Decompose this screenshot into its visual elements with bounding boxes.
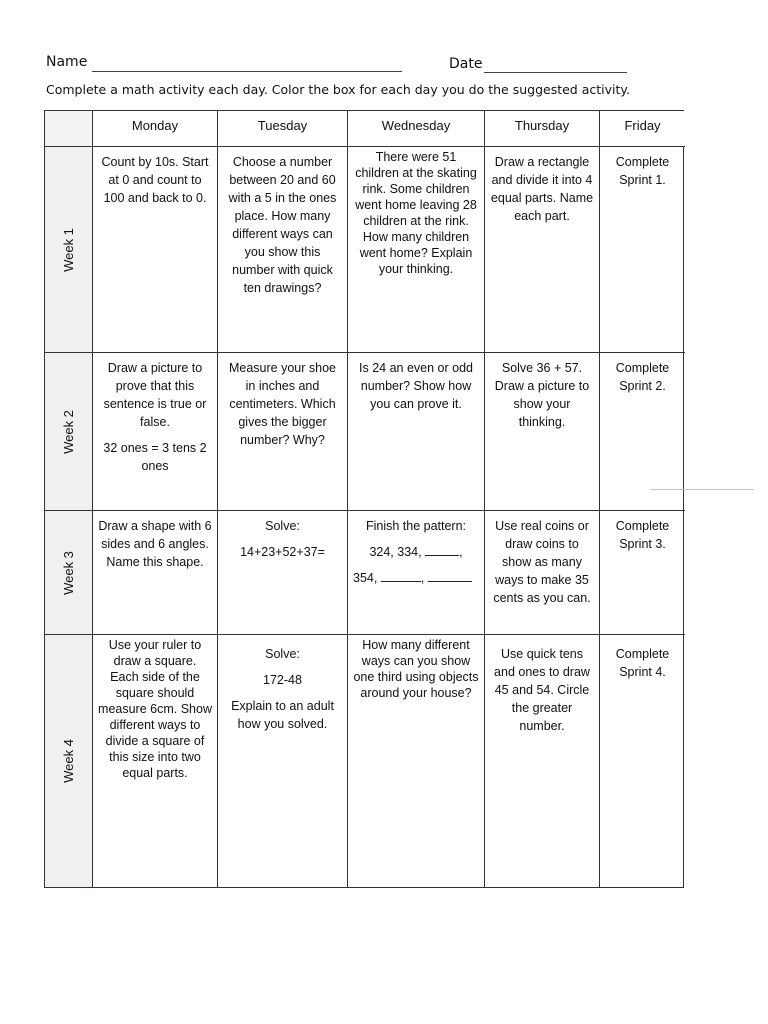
activity-text: Solve: xyxy=(265,519,300,533)
week-3-label: Week 3 xyxy=(60,550,76,595)
activity-cell[interactable] xyxy=(218,511,348,635)
header-line xyxy=(46,54,646,76)
activity-cell[interactable]: Count by 10s. Start at 0 and count to 100 and back to 0. xyxy=(93,147,218,353)
activity-cell[interactable]: How many different ways can you show one third using objects around your house? xyxy=(348,635,485,887)
activity-cell[interactable]: Complete Sprint 4. xyxy=(615,647,670,679)
activity-calendar-table xyxy=(44,110,684,888)
instructions: Complete a math activity each day. Color the box for each day you do the suggested activity. xyxy=(46,82,630,97)
column-header-thursday: Thursday xyxy=(485,111,600,147)
week-4-label: Week 4 xyxy=(60,739,76,783)
activity-text: Solve: xyxy=(265,647,300,661)
stray-marker-line xyxy=(650,489,754,490)
activity-equation: 172-48 xyxy=(263,673,302,687)
activity-cell[interactable]: Use quick tens and ones to draw 45 and 54. Circle the greater number. xyxy=(485,635,600,887)
activity-text: Finish the pattern: xyxy=(365,519,467,533)
activity-cell[interactable]: Use real coins or draw coins to show as many ways to make 35 cents as you can. xyxy=(485,511,600,635)
pattern-line-1: 324, 334, , xyxy=(369,545,463,559)
activity-cell[interactable]: Draw a rectangle and divide it into 4 equal parts. Name each part. xyxy=(485,147,600,353)
week-label xyxy=(45,635,93,887)
column-header-friday: Friday xyxy=(600,111,685,147)
pattern-blank xyxy=(381,569,421,582)
week-label xyxy=(45,147,93,353)
column-header-tuesday: Tuesday xyxy=(218,111,348,147)
activity-cell[interactable] xyxy=(348,511,485,635)
column-header-wednesday: Wednesday xyxy=(348,111,485,147)
date-label: Date xyxy=(449,56,483,72)
activity-cell[interactable]: Complete Sprint 1. xyxy=(600,147,685,353)
activity-cell[interactable]: There were 51 children at the skating rink. Some children went home leaving 28 children at the rink. How many children went home? Explain your thinking. xyxy=(348,147,485,353)
activity-text: Explain to an adult how you solved. xyxy=(231,699,334,731)
activity-text: Draw a picture to prove that this sentence is true or false. xyxy=(103,361,207,429)
activity-cell[interactable]: Draw a shape with 6 sides and 6 angles. Name this shape. xyxy=(93,511,218,635)
activity-cell[interactable]: Is 24 an even or odd number? Show how you can prove it. xyxy=(348,353,485,511)
pattern-blank xyxy=(428,569,472,582)
pattern-blank xyxy=(425,543,459,556)
pattern-values: 324, 334, xyxy=(369,545,422,559)
pattern-line-2: 354, , xyxy=(353,569,479,587)
activity-cell[interactable]: Complete Sprint 3. xyxy=(600,511,685,635)
week-2-label: Week 2 xyxy=(60,409,76,454)
name-label: Name xyxy=(46,54,88,70)
date-field-line[interactable] xyxy=(484,72,627,73)
week-label xyxy=(45,353,93,511)
activity-cell[interactable]: Choose a number between 20 and 60 with a 5 in the ones place. How many different ways can you show this number with quick ten drawings? xyxy=(218,147,348,353)
week-label xyxy=(45,511,93,635)
activity-cell[interactable] xyxy=(93,353,218,511)
corner-cell xyxy=(45,111,93,147)
pattern-values: 354, xyxy=(353,571,378,585)
activity-cell[interactable]: Complete Sprint 2. xyxy=(600,353,685,511)
activity-equation: 32 ones = 3 tens 2 ones xyxy=(103,441,207,473)
activity-cell[interactable]: Use your ruler to draw a square. Each side of the square should measure 6cm. Show different ways to divide a square of this size into two equal parts. xyxy=(93,635,218,887)
activity-cell[interactable]: Measure your shoe in inches and centimeters. Which gives the bigger number? Why? xyxy=(218,353,348,511)
week-1-label: Week 1 xyxy=(60,227,76,272)
activity-equation: 14+23+52+37= xyxy=(240,545,325,559)
activity-cell[interactable] xyxy=(218,635,348,887)
column-header-monday: Monday xyxy=(93,111,218,147)
name-field-line[interactable] xyxy=(92,71,402,72)
activity-cell[interactable]: Solve 36 + 57. Draw a picture to show your thinking. xyxy=(485,353,600,511)
